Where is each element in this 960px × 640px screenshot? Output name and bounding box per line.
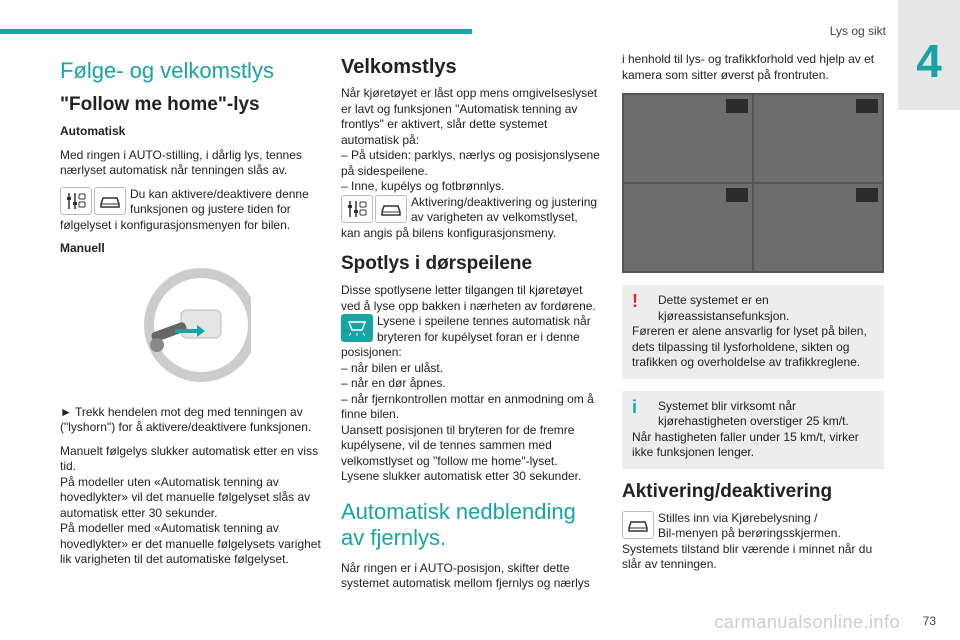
car-icon bbox=[94, 187, 126, 215]
warning-notice: ! Dette systemet er en kjøreassistansefunksjon. Føreren er alene ansvarlig for lyset på bilen, dets tilpassing til lysforholdene, sikten og trafikken og overholdelse av trafikkreglene. bbox=[622, 285, 884, 379]
settings-slider-icon bbox=[341, 195, 373, 223]
page-number: 73 bbox=[922, 614, 936, 628]
wheel-stalk-icon bbox=[131, 265, 251, 395]
exclamation-icon: ! bbox=[632, 291, 638, 311]
courtesy-light-icon bbox=[341, 314, 373, 342]
heading-follow-me-home: "Follow me home"-lys bbox=[60, 94, 260, 115]
icon-group bbox=[341, 195, 407, 223]
car-icon bbox=[622, 511, 654, 539]
chapter-number: 4 bbox=[916, 35, 942, 87]
chapter-tab bbox=[898, 0, 960, 110]
road-illustration bbox=[754, 184, 882, 271]
header-title: Lys og sikt bbox=[829, 24, 886, 38]
auto-beam-indicator-icon bbox=[726, 99, 748, 113]
icon-paragraph: Du kan aktivere/deaktivere denne funksjonen og justere tiden for følgelyset i konfigurasjonsmenyen for bilen. bbox=[60, 186, 309, 232]
heading-automatic: Automatisk bbox=[60, 124, 126, 138]
icon-paragraph-spotlights: Lysene i speilene tennes automatisk når bryteren for kupélyset foran er i denne posisjonen: bbox=[341, 314, 591, 359]
icon-paragraph-welcome: Aktivering/deaktivering og justering av varigheten av velkomstlyset, kan angis på bilens konfigurasjonsmeny. bbox=[341, 194, 598, 240]
info-icon: i bbox=[632, 396, 638, 417]
heading-mirror-spotlights: Spotlys i dørspeilene bbox=[341, 253, 533, 274]
watermark: carmanualsonline.info bbox=[714, 612, 900, 632]
settings-slider-icon bbox=[60, 187, 92, 215]
column-2: Velkomstlys Når kjøretøyet er låst opp mens omgivelseslyset er lavt og funksjonen "Automatisk tenning av frontlys" er aktivert, slår dette systemet automatisk på: – På utsiden: parklys, nærlys og posisjonslysene på sidespeilene. – Inne, kupélys og fotbrønnlys. Aktivering/deaktivering og justering av varigheten av velkomstlyset, kan angis på bilens konfigurasjonsmeny. Spotlys i dørspeilene Disse spotlysene letter tilgangen til kjøretøyet ved å lyse opp bakken i nærheten av fordørene. Lysene i speilene tennes automatisk når bryteren for kupélyset foran er i denne posisjonen: – når bilen er ulåst. – når en dør åpnes. – når fjernkontrollen mottar en anmodning om å finne bilen. Uansett posisjonen til bryteren for de fremre kupélysene, vil de tennes sammen med velkomstlyset og "follow me home"-lyset. Lysene slukker automatisk etter 30 sekunder. Automatisk nedblending av fjernlys. Når ringen er i AUTO-posisjon, skifter dette systemet automatisk mellom fjernlys og nærlys bbox=[341, 52, 603, 592]
headlight-illustration-grid bbox=[622, 93, 884, 273]
road-illustration bbox=[624, 95, 752, 182]
column-1: Følge- og velkomstlys "Follow me home"-lys Automatisk Med ringen i AUTO-stilling, i dårlig lys, tennes nærlyset automatisk når tenningen slås av. Du kan aktivere/deaktivere denne funksjonen og justere tiden for følgelyset i konfigurasjonsmenyen for bilen. Manuell ► Trekk hendelen mot deg med tenningen av ("lyshorn") for å aktivere/deaktivere funksjonen. Manuelt følgelys slukker automatisk etter en viss tid. På modeller uten «Automatisk tenning av hovedlykter» vil det manuelle følgelyset slås av automatisk etter 30 sekunder. På modeller med «Automatisk tenning av hovedlykter» er det manuelle følgelysets varighet lik varigheten til det automatiske følgelyset. bbox=[60, 58, 321, 566]
header-bar bbox=[0, 29, 472, 34]
icon-group bbox=[60, 187, 126, 215]
road-illustration bbox=[754, 95, 882, 182]
auto-beam-indicator-icon bbox=[856, 99, 878, 113]
road-illustration bbox=[624, 184, 752, 271]
icon-group bbox=[341, 314, 373, 342]
column-3: i henhold til lys- og trafikkforhold ved hjelp av et kamera som sitter øverst på frontruten. ! Dette systemet er en kjøreassistansefunksjon. Føreren er alene ansvarlig for lyset på bilen, dets tilpassing til lysforholdene, sikten og trafikken og overholdelse av trafikkreglene. i Systemet blir virksomt når kjørehastigheten overstiger 25 km/t. Når hastigheten faller under 15 km/t, virker ikke funksjonen lenger. Aktivering/deaktivering Stilles inn via Kjørebelysning / Bil-menyen på berøringsskjermen. Systemets tilstand blir værende i minnet når du slår av tenningen. bbox=[622, 52, 884, 573]
heading-welcome-light: Velkomstlys bbox=[341, 56, 457, 78]
icon-group bbox=[622, 511, 654, 539]
car-icon bbox=[375, 195, 407, 223]
auto-beam-indicator-icon bbox=[856, 188, 878, 202]
icon-paragraph-activation: Stilles inn via Kjørebelysning / Bil-menyen på berøringsskjermen. bbox=[622, 511, 884, 542]
info-notice: i Systemet blir virksomt når kjørehastigheten overstiger 25 km/t. Når hastigheten faller under 15 km/t, virker ikke funksjonen lenger. bbox=[622, 391, 884, 469]
section-title-auto-dimming: Automatisk nedblending av fjernlys. bbox=[341, 498, 576, 550]
heading-activation: Aktivering/deaktivering bbox=[622, 480, 833, 502]
auto-beam-indicator-icon bbox=[726, 188, 748, 202]
heading-manual: Manuell bbox=[60, 241, 105, 255]
paragraph-manual-1: ► Trekk hendelen mot deg med tenningen av ("lyshorn") for å aktivere/deaktivere funksjonen. bbox=[60, 404, 312, 434]
section-title-follow-welcome: Følge- og velkomstlys bbox=[60, 58, 274, 83]
paragraph-auto: Med ringen i AUTO-stilling, i dårlig lys, tennes nærlyset automatisk når tenningen slås av. bbox=[60, 147, 302, 177]
